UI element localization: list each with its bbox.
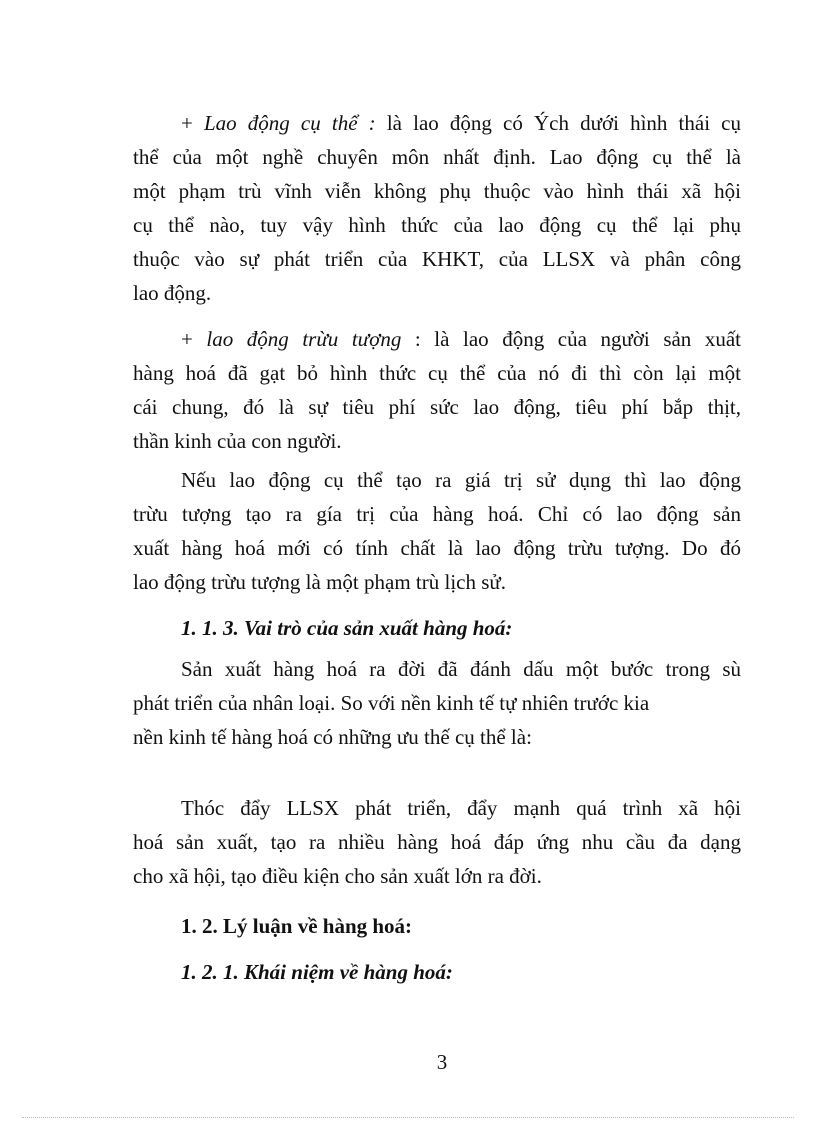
line-text: lao động. [133, 281, 212, 305]
paragraph-abstract-labor [133, 322, 741, 458]
line-text: Sản xuất hàng hoá ra đời đã đánh dấu một bước trong sù [181, 657, 741, 681]
term-abstract-labor: lao động trừu tượng [206, 327, 402, 351]
line-text: cho xã hội, tạo điều kiện cho sản xuất lớn ra đời. [133, 864, 542, 888]
line [133, 106, 741, 140]
paragraph-value-creation [133, 463, 741, 599]
bullet-plus: + [181, 111, 204, 135]
line-text: một phạm trù vĩnh viễn không phụ thuộc vào hình thái xã hội [133, 179, 741, 203]
line-text: Nếu lao động cụ thể tạo ra giá trị sử dụng thì lao động [181, 468, 741, 492]
heading-1-2-1: 1. 2. 1. Khái niệm về hàng hoá: [181, 960, 453, 984]
paragraph-role-of-commodity-production [133, 652, 741, 754]
line-text: thần kinh của con người. [133, 429, 342, 453]
line-text: là lao động có Ých dưới hình thái cụ [375, 111, 741, 135]
line-text: lao động trừu tượng là một phạm trù lịch sử. [133, 570, 507, 594]
paragraph-concrete-labor [133, 106, 741, 310]
line-text: thể của một nghề chuyên môn nhất định. Lao động cụ thể là [133, 145, 741, 169]
line-text: cụ thể nào, tuy vậy hình thức của lao động cụ thể lại phụ [133, 213, 741, 237]
line-text: cái chung, đó là sự tiêu phí sức lao động, tiêu phí bắp thịt, [133, 395, 741, 419]
line-text: trừu tượng tạo ra gía trị của hàng hoá. Chỉ có lao động sản [133, 502, 741, 526]
page-number: 3 [436, 1050, 448, 1074]
paragraph-advantages [133, 791, 741, 893]
heading-1-2: 1. 2. Lý luận về hàng hoá: [181, 914, 413, 938]
line [133, 322, 741, 356]
line-text: hoá sản xuất, tạo ra nhiều hàng hoá đáp ứng nhu cầu đa dạng [133, 830, 741, 854]
line-text: : là lao động của người sản xuất [401, 327, 742, 351]
line-text: Thóc đẩy LLSX phát triển, đẩy mạnh quá trình xã hội [181, 796, 741, 820]
line-text: phát triển của nhân loại. So với nền kinh tế tự nhiên trước kia [133, 691, 650, 715]
line-text: xuất hàng hoá mới có tính chất là lao động trừu tượng. Do đó [133, 536, 741, 560]
term-concrete-labor: Lao động cụ thể : [203, 111, 376, 135]
line-text: thuộc vào sự phát triển của KHKT, của LLSX và phân công [133, 247, 741, 271]
heading-1-1-3: 1. 1. 3. Vai trò của sản xuất hàng hoá: [181, 616, 513, 640]
line-text: hàng hoá đã gạt bỏ hình thức cụ thể của nó đi thì còn lại một [133, 361, 741, 385]
line-text: nền kinh tế hàng hoá có những ưu thế cụ thể là: [133, 725, 532, 749]
bullet-plus: + [181, 327, 207, 351]
footer-divider [22, 1117, 794, 1118]
